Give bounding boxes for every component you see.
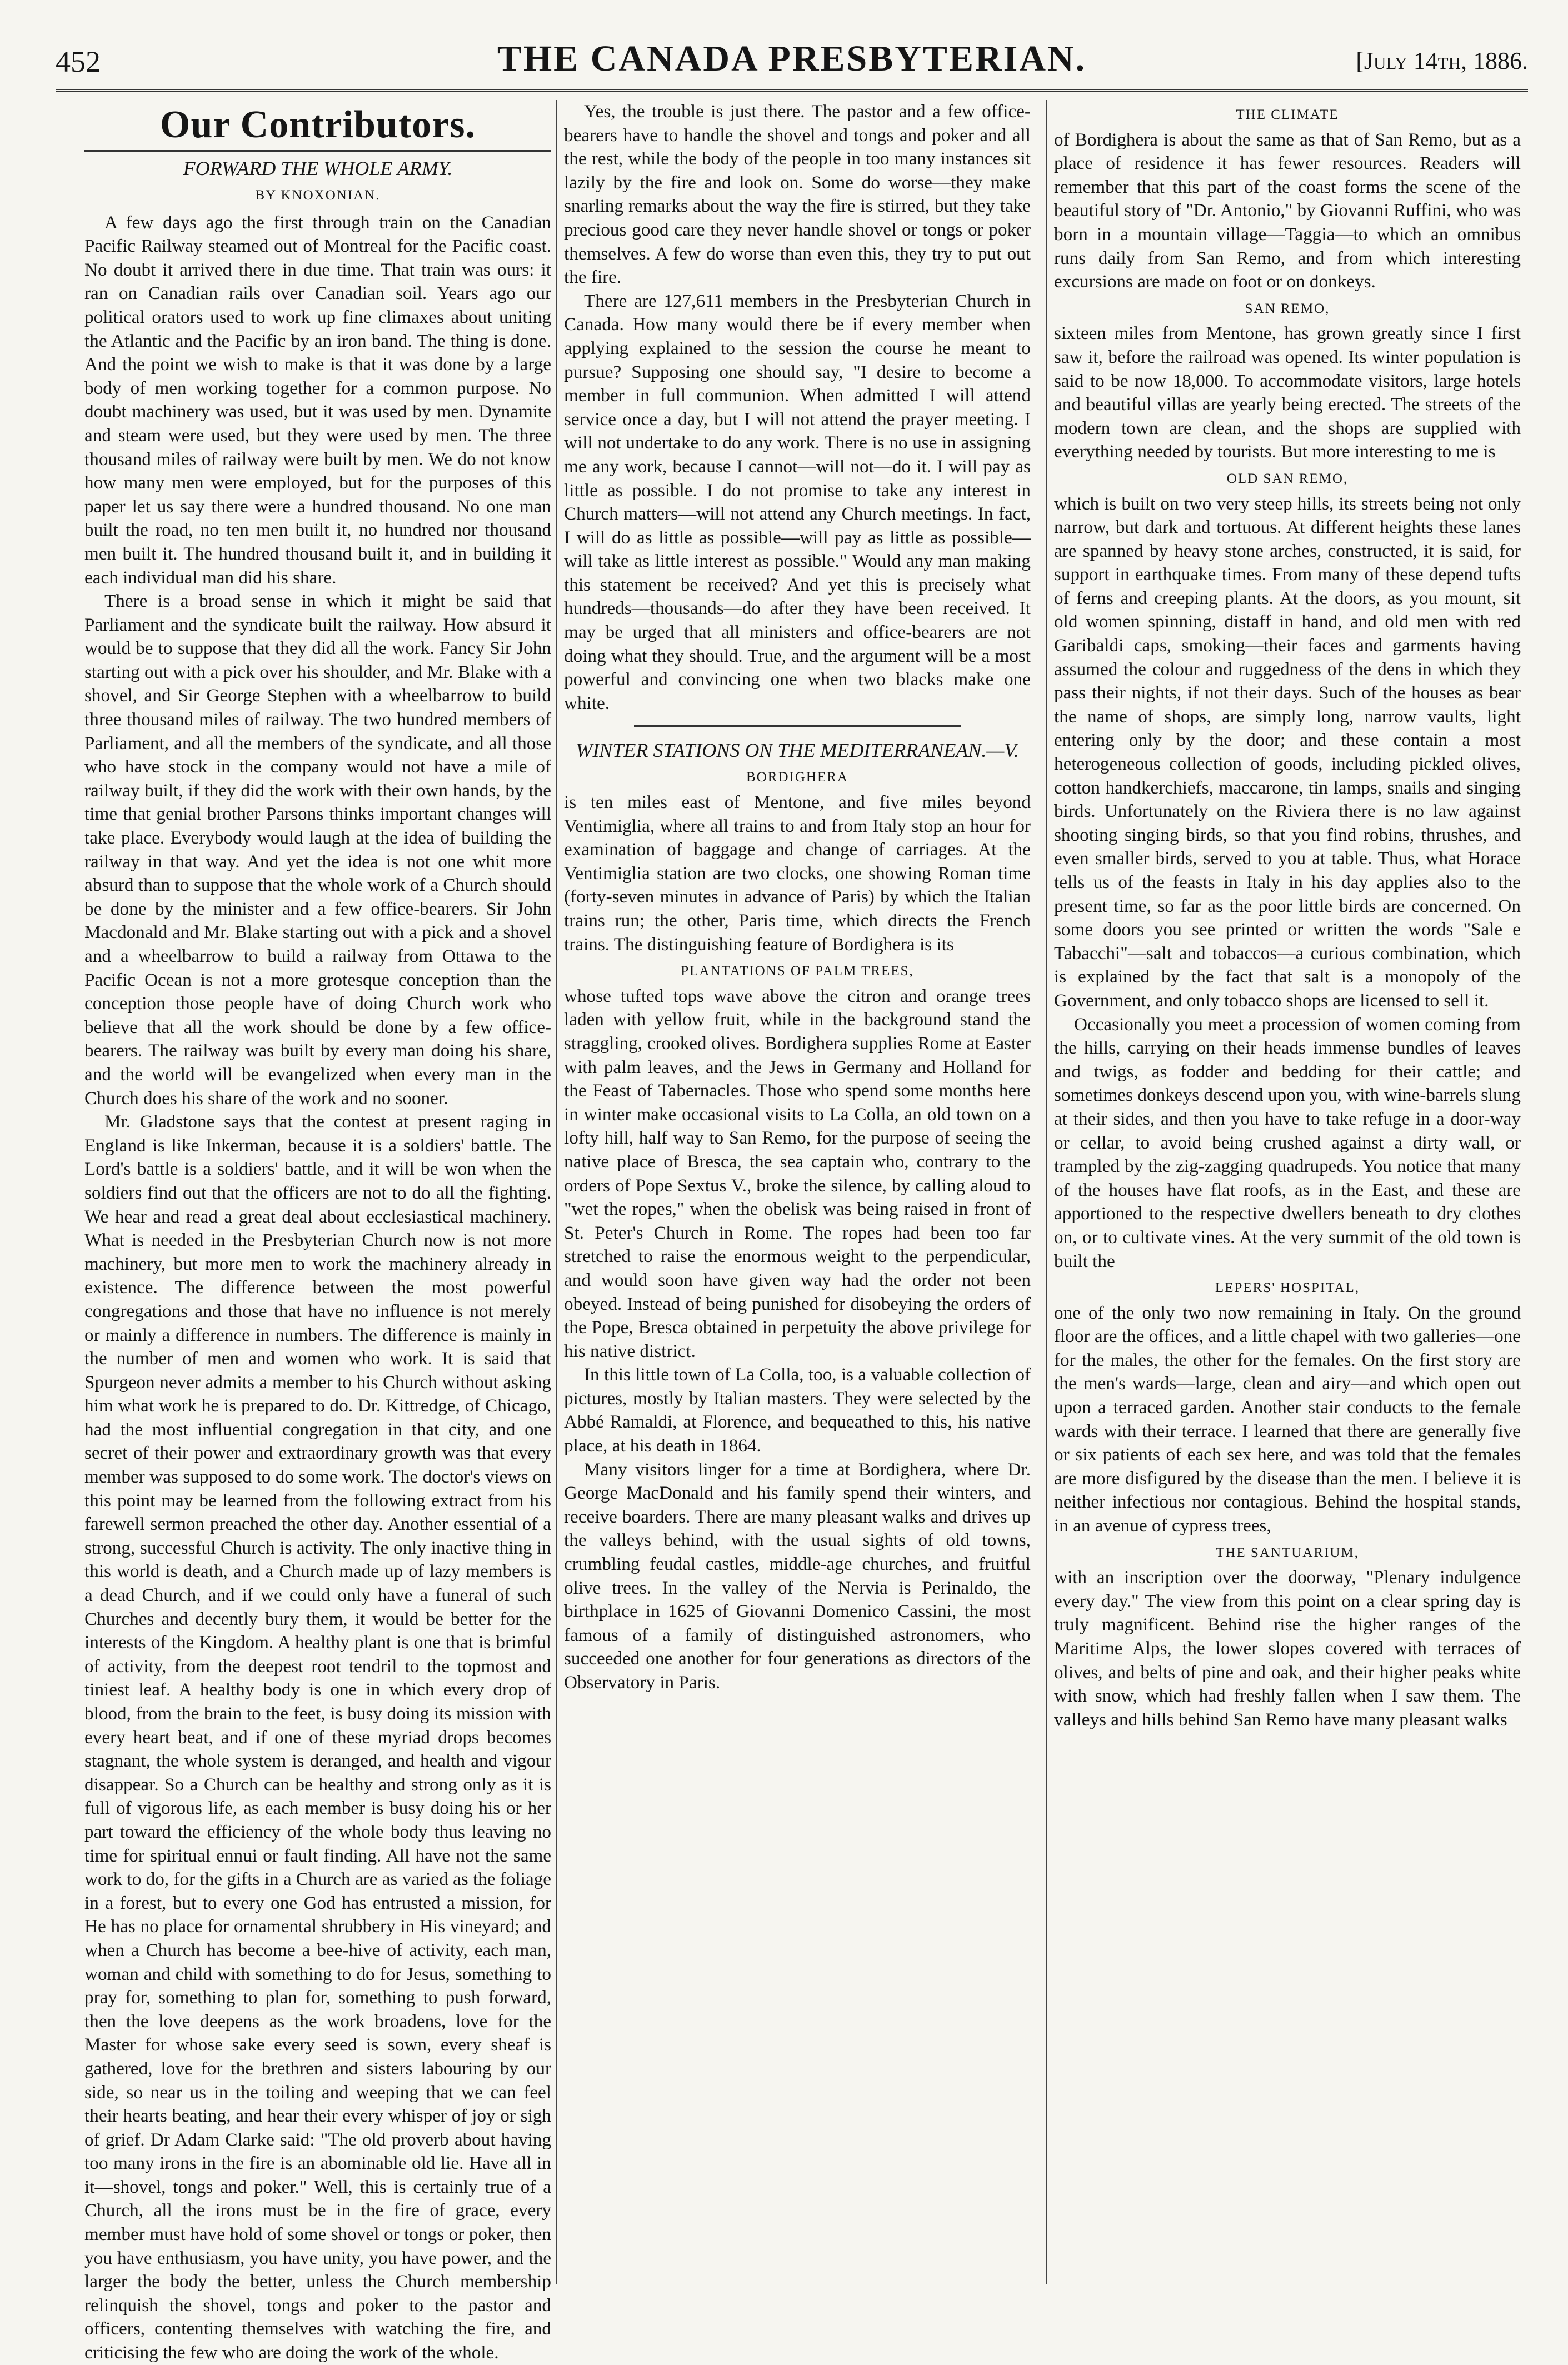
article-paragraph: Mr. Gladstone says that the contest at present raging in England is like Inkerman, because it is a soldiers' battle. The Lord's battle is a soldiers' battle, and it will be won when the soldiers find out that the officers are not to do all the fighting. We hear and read a great deal about ecclesiastical machinery. What is needed in the Presbyterian Church now is not more machinery, but more men to work the machinery already in existence. The difference between the most powerful congregations and those that have no influence is not merely or mainly a difference in numbers. The difference is mainly in the number of men and women who work. It is said that Spurgeon never admits a member to his Church without asking him what work he is prepared to do. Dr. Kittredge, of Chicago, had the most influential congregation in that city, and one secret of their power and extraordinary growth was that every member was supposed to do some work. The doctor's views on this point may be learned from the following extract from his farewell sermon preached the other day. Another essential of a strong, successful Church is activity. The only inactive thing in this world is death, and a Church made up of lazy members is a dead Church, and if we could only have a funeral of such Churches and decently bury them, it would be better for the interests of the Kingdom. A healthy plant is one that is brimful of activity, from the deepest root tendril to the topmost and tiniest leaf. A healthy body is one in which every drop of blood, from the brain to the feet, is busy doing its mission with every heart beat, and if one of these myriad drops becomes stagnant, the whole system is deranged, and health and vigour disappear. So a Church can be healthy and strong only as it is full of vigorous life, as each member is busy doing his or her part toward the efficiency of the whole body thus leaving no time for spiritual ennui or fault finding. All have not the same work to do, for the gifts in a Church are as varied as the foliage in a forest, but to every one God has entrusted a mission, for He has no place for ornamental shrubbery in His vineyard; and when a Church has become a bee-hive of activity, each man, woman and child with something to do for Jesus, something to pray for, something to plan for, something to push forward, then the love deepens as the work broadens, love for the Master for whose sake every seed is sown, every sheaf is gathered, love for the brethren and sisters labouring by our side, so near us in the toiling and weeping that we can feel their hearts beating, and hear their every whisper of joy or sigh of grief. Dr Adam Clarke said: "The old proverb about having too many irons in the fire is an abominable old lie. Have all in it—shovel, tongs and poker." Well, this is certainly true of a Church, all the irons must be in the fire of grace, every member must have hold of some shovel or tongs or poker, then you have enthusiasm, you have unity, you have power, and the larger the body the better, unless the Church membership relinquish the shovel, tongs and poker to the pastor and officers, contenting themselves with watching the fire, and criticising the few who are doing the work of the whole. [84, 1111, 551, 2363]
subheading: LEPERS' HOSPITAL, [1215, 1280, 1360, 1296]
article-paragraph: with an inscription over the doorway, "Plenary indulgence every day." The view from this point on a clear spring day is truly magnificent. Behind rise the higher ranges of the Maritime Alps, the lower slopes covered with terraces of olives, and belts of pine and oak, and their higher peaks white with snow, which had freshly fallen when I saw them. The valleys and hills behind San Remo have many pleasant walks [1054, 1567, 1521, 1730]
article-paragraph: sixteen miles from Mentone, has grown greatly since I first saw it, before the railroad was opened. Its winter population is said to be now 18,000. To accommodate visitors, large hotels and beautiful villas are yearly being erected. The streets of the modern town are clean, and the shops are supplied with everything needed by tourists. But more interesting to me is [1054, 323, 1521, 462]
article-paragraph: Many visitors linger for a time at Bordighera, where Dr. George MacDonald and his family spend their winters, and receive boarders. There are many pleasant walks and drives up the valleys behind, with the usual sights of old towns, crumbling feudal castles, middle-age churches, and fruitful olive trees. In the valley of the Nervia is Perinaldo, the birthplace in 1625 of Giovanni Domenico Cassini, the most famous of a family of distinguished astronomers, who succeeded one another for four generations as directors of the Observatory in Paris. [564, 1459, 1031, 1693]
article-divider [634, 725, 961, 727]
article-paragraph: is ten miles east of Mentone, and five miles beyond Ventimiglia, where all trains to and from Italy stop an hour for examination of baggage and change of carriages. At the Ventimiglia station are two clocks, one showing Roman time (forty-seven minutes in advance of Paris) by which the Italian trains run; the other, Paris time, which directs the French trains. The distinguishing feature of Bordighera is its [564, 792, 1031, 955]
masthead [56, 22, 1528, 89]
subheading: OLD SAN REMO, [1226, 471, 1349, 486]
subheading: THE CLIMATE [1236, 107, 1339, 122]
column-rule [1046, 100, 1047, 2284]
article-title: WINTER STATIONS ON THE MEDITERRANEAN.—V. [576, 739, 1019, 762]
issue-date: [July 14th, 1886. [1356, 47, 1528, 74]
section-title: Our Contributors. [84, 100, 551, 152]
article-paragraph: one of the only two now remaining in Italy. On the ground floor are the offices, and a little chapel with two galleries—one for the males, the other for the females. On the first story are the men's wards—large, clean and airy—and which open out upon a terraced garden. Another stair conducts to the female wards with their terrace. I learned that there are generally five or six patients of each sex here, and was told that the females are more disfigured by the disease than the men. I believe it is neither infectious nor contagious. Behind the hospital stands, in an avenue of cypress trees, [1054, 1302, 1521, 1536]
article-paragraph: In this little town of La Colla, too, is a valuable collection of pictures, mostly by Italian masters. They were selected by the Abbé Ramaldi, at Florence, and bequeathed to this, his native place, at his death in 1864. [564, 1364, 1031, 1456]
header-rule [56, 89, 1528, 92]
article-paragraph: of Bordighera is about the same as that of San Remo, but as a place of residence it has fewer resources. Readers will remember that this part of the coast forms the scene of the beautiful story of "Dr. Antonio," by Giovanni Ruffini, who was born in a mountain village—Taggia—to which an omnibus runs daily from San Remo, and from which interesting excursions are made on foot or on donkeys. [1054, 129, 1521, 292]
column-2 [564, 100, 1031, 2284]
subheading: THE SANTUARIUM, [1216, 1545, 1359, 1560]
article-paragraph: which is built on two very steep hills, its streets being not only narrow, but dark and tortuous. At different heights these lanes are spanned by heavy stone arches, constructed, it is said, for support in earthquake times. From many of these depend tufts of ferns and creeping plants. At the doors, as you mount, sit old women spinning, distaff in hand, and old men with red Garibaldi caps, smoking—their faces and garments having assumed the colour and ruggedness of the dens in which they pass their nights, if not their days. Such of the houses as bear the name of shops, are simply long, narrow vaults, light entering only by the door; and these contain a most heterogeneous collection of goods, including pickled olives, cotton handkerchiefs, maccarone, tin lamps, snails and singing birds. Unfortunately on the Riviera there is no law against shooting singing birds, so that you find robins, thrushes, and even smaller birds, served to you at table. Thus, what Horace tells us of the feasts in Italy in his day applies also to the present time, so far as the poor little birds are concerned. On some doors you see printed or written the words "Sale e Tabacchi"—salt and tobaccos—a curious combination, which is explained by the fact that salt is a monopoly of the Government, and only tobacco shops are licensed to sell it. [1054, 493, 1521, 1011]
article-paragraph: Yes, the trouble is just there. The pastor and a few office-bearers have to handle the shovel and tongs and poker and all the rest, while the body of the people in too many instances sit lazily by the fire and look on. Some do worse—they make snarling remarks about the way the fire is stirred, but they take precious good care they never handle shovel or tongs or poker themselves. A few do worse than even this, they try to put out the fire. [564, 101, 1031, 288]
subheading: PLANTATIONS OF PALM TREES, [681, 964, 914, 979]
article-paragraph: A few days ago the first through train on the Canadian Pacific Railway steamed out of Montreal for the Pacific coast. No doubt it arrived there in due time. That train was ours: it ran on Canadian rails over Canadian soil. Years ago our political orators used to work up fine climaxes about uniting the Atlantic and the Pacific by an iron band. The thing is done. And the point we wish to make is that it was done by a large body of men working together for a common purpose. No doubt machinery was used, but it was used by men. Dynamite and steam were used, but they were used by men. The three thousand miles of railway were built by men. We do not know how many men were employed, but for the purposes of this paper let us say there were a hundred thousand. No one man built the road, no ten men built it, no hundred nor thousand men built it. The hundred thousand built it, and in building it each individual man did his share. [84, 212, 551, 588]
subheading: BORDIGHERA [746, 770, 848, 785]
article-title: FORWARD THE WHOLE ARMY. [183, 157, 453, 179]
article-paragraph: There is a broad sense in which it might be said that Parliament and the syndicate built the railway. How absurd it would be to suppose that they did all the work. Fancy Sir John starting out with a pick over his shoulder, and Mr. Blake with a shovel, and Sir George Stephen with a wheelbarrow to build three thousand miles of railway. The two hundred members of Parliament, and all the members of the syndicate, and all those who have stock in the company would not have a mile of railway built, if they did the work with their own hands, by the time that genial brother Parsons thinks important changes will take place. Everybody would laugh at the idea of building the railway in that way. And yet the idea is not one whit more absurd than to suppose that the whole work of a Church should be done by the minister and a few office-bearers. Sir John Macdonald and Mr. Blake starting out with a pick and a shovel and a wheelbarrow to build a railway from Ottawa to the Pacific Ocean is not a more grotesque conception than the conception those people have of doing Church work who believe that all the work should be done by a few office-bearers. The railway was built by every man doing his share, and the world will be evangelized when every man in the Church does his share of the work and no sooner. [84, 591, 551, 1109]
column-1 [84, 100, 551, 2363]
publication-title: THE CANADA PRESBYTERIAN. [497, 38, 1087, 79]
column-rule [556, 100, 557, 2284]
article-paragraph: There are 127,611 members in the Presbyterian Church in Canada. How many would there be if every member when applying explained to the session the course he meant to pursue? Supposing one should say, "I desire to become a member in full communion. When admitted I will attend service once a day, but I will not attend the prayer meeting. I will not undertake to do any work. There is no use in assigning me any work, because I cannot—will not—do it. I will pay as little as possible. I do not promise to take any interest in Church matters—will not attend any Church meetings. In fact, I will do as little as possible—will pay as little as possible—will take as little interest as possible." Would any man making this statement be received? And yet this is precisely what hundreds—thousands—do after they have been received. It may be urged that all ministers and office-bearers are not doing what they should. True, and the argument will be a most powerful and convincing one when two blacks make one white. [564, 290, 1031, 714]
column-3 [1054, 100, 1521, 2284]
article-paragraph: whose tufted tops wave above the citron and orange trees laden with yellow fruit, while in the background stand the straggling, crooked olives. Bordighera supplies Rome at Easter with palm leaves, and the Jews in Germany and Holland for the Feast of Tabernacles. Those who spend some months here in winter make occasional visits to La Colla, an old town on a lofty hill, half way to San Remo, for the purpose of seeing the native place of Bresca, the sea captain who, contrary to the orders of Pope Sextus V., broke the silence, by calling aloud to "wet the ropes," when the obelisk was being raised in front of St. Peter's Church in Rome. The ropes had been too far stretched to raise the enormous weight to the perpendicular, and would soon have given way had the order not been obeyed. Instead of being punished for disobeying the orders of the Pope, Bresca obtained in perpetuity the above privilege for his native district. [564, 985, 1031, 1361]
article-paragraph: Occasionally you meet a procession of women coming from the hills, carrying on their heads immense bundles of leaves and twigs, as fodder and bedding for their cattle; and sometimes donkeys descend upon you, with wine-barrels slung at their sides, and then you have to take refuge in a door-way or cellar, to avoid being crushed against a dirty wall, or trampled by the zig-zagging quadrupeds. You notice that many of the houses have flat roofs, as in the East, and these are apportioned to the respective dwellers beneath to dry clothes on, or to cultivate vines. At the very summit of the old town is built the [1054, 1014, 1521, 1271]
subheading: SAN REMO, [1245, 301, 1330, 316]
page-number: 452 [56, 45, 101, 78]
article-byline: BY KNOXONIAN. [255, 188, 381, 203]
